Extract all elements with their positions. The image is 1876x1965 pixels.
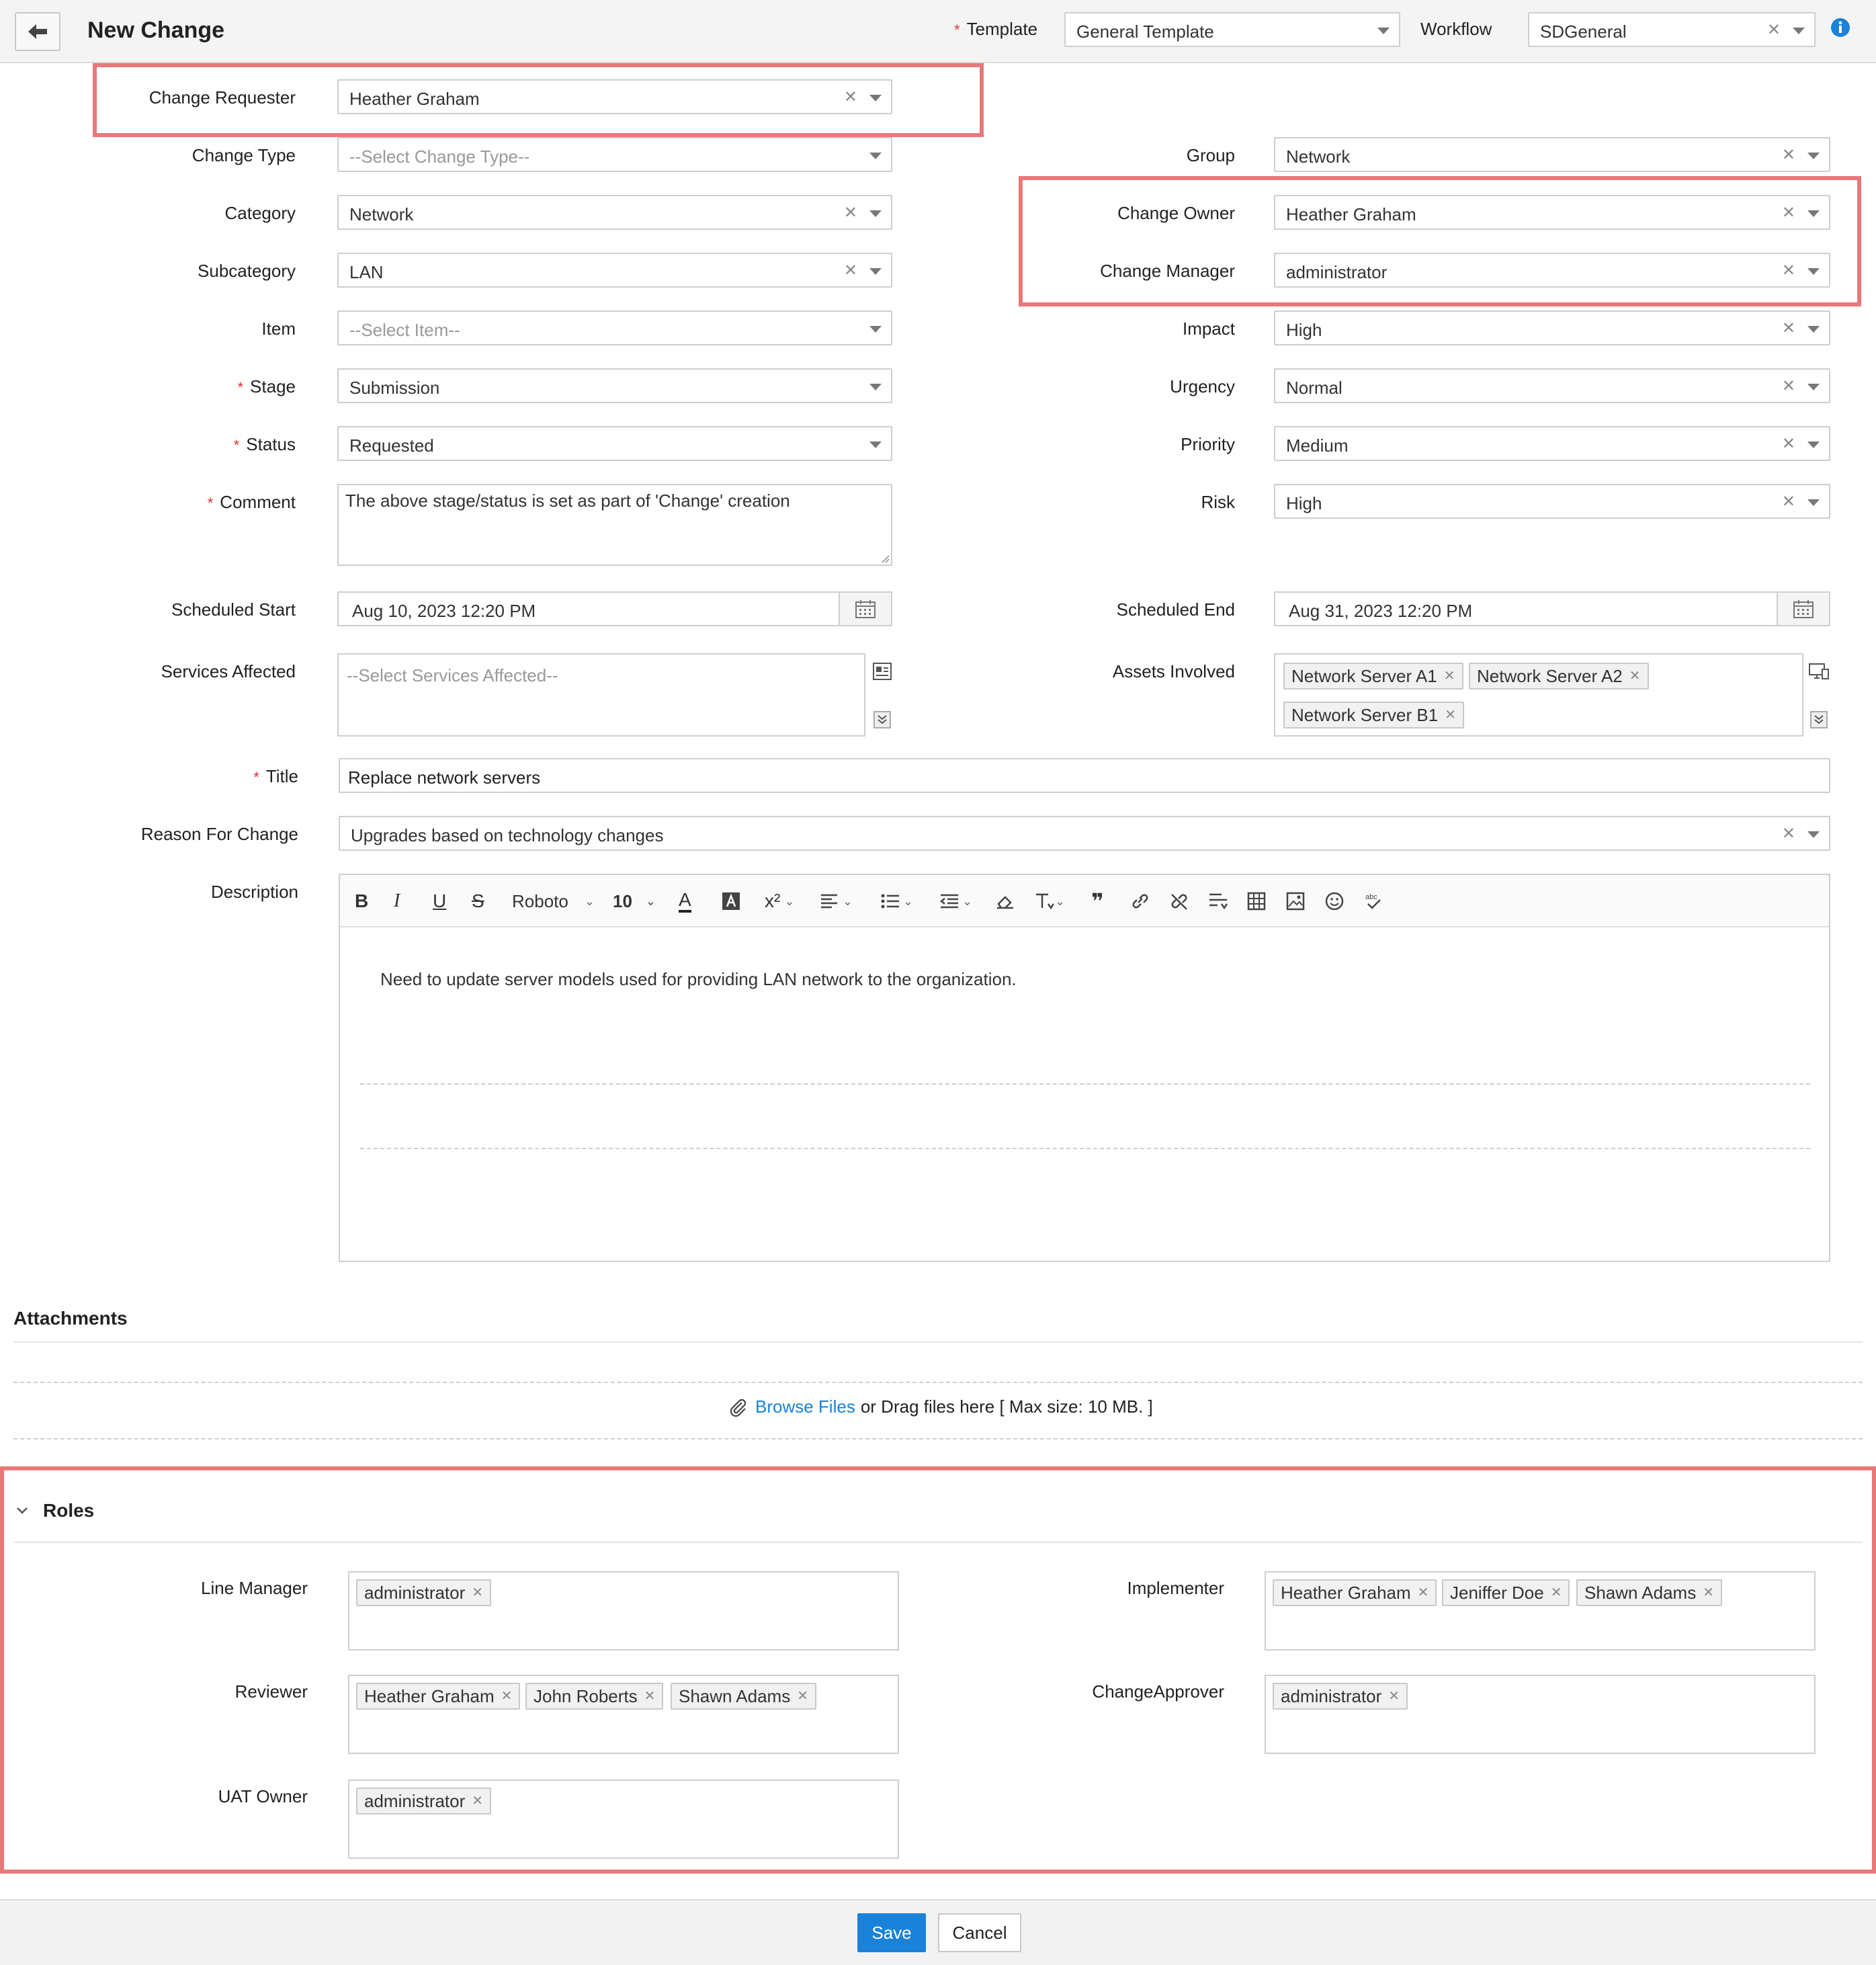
clear-icon[interactable]: ✕ — [843, 204, 857, 222]
chevron-down-icon — [869, 210, 882, 217]
implementer-label: Implementer — [1127, 1578, 1224, 1598]
chevron-down-icon — [1807, 442, 1820, 448]
required-asterisk: * — [237, 379, 244, 396]
scheduled-end-input[interactable]: Aug 31, 2023 12:20 PM — [1274, 591, 1830, 626]
attachments-title: Attachments — [13, 1308, 128, 1329]
file-dropzone[interactable] — [728, 1396, 1153, 1417]
calendar-icon[interactable] — [1777, 593, 1829, 625]
services-affected-input[interactable]: --Select Services Affected-- — [337, 653, 865, 737]
reason-select[interactable]: Upgrades based on technology changes ✕ — [339, 816, 1830, 851]
reason-label: Reason For Change — [140, 824, 298, 844]
asset-tag: Network Server B1 ✕ — [1283, 702, 1464, 728]
change-requester-label: Change Requester — [148, 87, 296, 108]
role-tag: administrator ✕ — [356, 1788, 491, 1814]
scheduled-end-label: Scheduled End — [1116, 599, 1235, 620]
change-approver-label: ChangeApprover — [1092, 1681, 1224, 1702]
spellcheck-icon[interactable] — [1364, 890, 1384, 913]
chevron-down-icon — [1377, 28, 1390, 34]
highlight-box-roles — [0, 1466, 1876, 1874]
chevron-down-icon — [1793, 28, 1805, 34]
emoji-icon[interactable] — [1325, 890, 1344, 913]
subcategory-label: Subcategory — [198, 261, 296, 281]
calendar-icon[interactable] — [839, 593, 891, 625]
role-tag: Shawn Adams ✕ — [671, 1683, 816, 1710]
arrow-left-icon — [28, 24, 47, 39]
highlight-box-owner-manager — [1019, 176, 1861, 306]
change-type-label: Change Type — [191, 145, 296, 165]
font-size-select[interactable]: 10 ⌄ — [613, 890, 656, 911]
clear-icon[interactable]: ✕ — [843, 88, 857, 106]
superscript-icon[interactable]: x² ⌄ — [765, 890, 795, 911]
align-icon[interactable]: ⌄ — [820, 890, 853, 913]
svg-text:abc: abc — [1365, 893, 1377, 901]
font-family-select[interactable]: Roboto ⌄ — [512, 890, 595, 911]
change-manager-select[interactable]: administrator ✕ — [1274, 253, 1830, 288]
item-select[interactable]: --Select Item-- — [337, 310, 892, 345]
stage-select[interactable]: Submission — [337, 368, 892, 403]
clear-icon[interactable]: ✕ — [843, 261, 857, 280]
change-requester-select[interactable]: Heather Graham ✕ — [337, 79, 892, 114]
asset-tag: Network Server A2 ✕ — [1469, 663, 1649, 689]
remove-tag-icon[interactable]: ✕ — [644, 1689, 656, 1704]
chevron-down-icon — [1807, 153, 1820, 159]
remove-tag-icon[interactable]: ✕ — [1417, 1585, 1429, 1600]
required-asterisk: * — [207, 495, 214, 511]
risk-label: Risk — [1201, 492, 1235, 512]
remove-tag-icon[interactable]: ✕ — [472, 1794, 484, 1808]
remove-tag-icon[interactable]: ✕ — [1388, 1689, 1400, 1704]
group-label: Group — [1186, 145, 1235, 165]
underline-icon[interactable]: U — [433, 890, 447, 911]
clear-icon[interactable]: ✕ — [1781, 146, 1795, 164]
impact-label: Impact — [1182, 319, 1235, 339]
highlight-color-icon[interactable] — [722, 890, 740, 913]
highlight-box-requester — [93, 63, 984, 137]
description-label: Description — [210, 882, 298, 902]
category-label: Category — [224, 203, 296, 223]
page-header — [0, 0, 1876, 63]
workflow-label: Workflow — [1420, 19, 1492, 39]
change-owner-label: Change Owner — [1117, 203, 1235, 223]
item-label: Item — [261, 319, 296, 339]
bold-icon[interactable]: B — [355, 890, 369, 911]
clear-icon[interactable]: ✕ — [1781, 493, 1795, 511]
chevron-down-icon — [869, 268, 882, 275]
remove-tag-icon[interactable]: ✕ — [1443, 669, 1455, 683]
indent-icon[interactable]: ⌄ — [939, 890, 972, 913]
expand-down-icon[interactable] — [872, 710, 892, 730]
chevron-down-icon — [1807, 499, 1820, 506]
change-manager-label: Change Manager — [1100, 261, 1235, 281]
risk-select[interactable]: High ✕ — [1274, 484, 1830, 519]
chevron-down-icon — [869, 442, 882, 448]
clear-icon[interactable]: ✕ — [1781, 377, 1795, 395]
title-input[interactable]: Replace network servers — [339, 758, 1830, 793]
clear-icon[interactable]: ✕ — [1781, 435, 1795, 453]
template-label: * Template — [954, 19, 1038, 39]
subcategory-select[interactable]: LAN ✕ — [337, 253, 892, 288]
workflow-select[interactable]: SDGeneral ✕ — [1528, 12, 1816, 47]
table-icon[interactable] — [1247, 890, 1266, 913]
remove-tag-icon[interactable]: ✕ — [797, 1689, 808, 1704]
divider — [360, 1148, 1810, 1149]
impact-select[interactable]: High ✕ — [1274, 310, 1830, 345]
remove-tag-icon[interactable]: ✕ — [1550, 1585, 1562, 1600]
group-select[interactable]: Network ✕ — [1274, 137, 1830, 172]
role-tag: administrator ✕ — [356, 1579, 491, 1606]
stage-label: * Stage — [237, 376, 296, 396]
eraser-icon[interactable] — [996, 890, 1016, 913]
clear-icon[interactable]: ✕ — [1781, 825, 1795, 843]
chevron-down-icon — [1807, 384, 1820, 390]
title-label: * Title — [253, 766, 298, 786]
assets-involved-label: Assets Involved — [1112, 661, 1235, 681]
comment-label: * Comment — [207, 492, 296, 512]
italic-icon[interactable]: I — [394, 890, 400, 911]
role-tag: Shawn Adams ✕ — [1576, 1579, 1722, 1606]
chevron-down-icon — [1807, 831, 1820, 838]
scheduled-start-label: Scheduled Start — [171, 599, 296, 620]
role-tag: administrator ✕ — [1273, 1683, 1408, 1710]
remove-tag-icon[interactable]: ✕ — [1703, 1585, 1714, 1600]
chevron-down-icon — [869, 326, 882, 333]
required-asterisk: * — [253, 769, 259, 786]
clear-icon[interactable]: ✕ — [1766, 21, 1781, 39]
roles-title: Roles — [43, 1500, 95, 1521]
paperclip-icon — [728, 1397, 749, 1417]
link-icon[interactable] — [1130, 890, 1150, 913]
list-icon[interactable]: ⌄ — [880, 890, 913, 913]
expand-down-icon[interactable] — [1809, 710, 1829, 730]
editor-toolbar — [340, 875, 1829, 927]
line-height-icon[interactable]: ⌄ — [1033, 890, 1065, 913]
back-button[interactable] — [15, 12, 60, 51]
clear-icon[interactable]: ✕ — [1781, 319, 1795, 337]
services-affected-label: Services Affected — [161, 661, 296, 681]
status-label: * Status — [233, 434, 296, 454]
assets-involved-input[interactable] — [1274, 653, 1803, 737]
template-select[interactable]: General Template — [1064, 12, 1400, 47]
status-select[interactable]: Requested — [337, 426, 892, 461]
scheduled-start-input[interactable]: Aug 10, 2023 12:20 PM — [337, 591, 892, 626]
drag-text: or Drag files here [ Max size: 10 MB. ] — [860, 1396, 1153, 1417]
chevron-down-icon — [869, 384, 882, 390]
chevron-down-icon — [869, 153, 882, 159]
image-icon[interactable] — [1286, 890, 1305, 913]
divider — [360, 1083, 1810, 1085]
cancel-button[interactable]: Cancel — [938, 1913, 1021, 1952]
role-tag: Heather Graham ✕ — [356, 1683, 520, 1710]
save-button[interactable]: Save — [857, 1913, 926, 1952]
text-direction-icon[interactable] — [1208, 890, 1228, 913]
urgency-label: Urgency — [1170, 376, 1235, 396]
divider — [13, 1341, 1863, 1343]
clear-icon[interactable]: ✕ — [1781, 204, 1795, 222]
role-tag: John Roberts ✕ — [525, 1683, 663, 1710]
category-select[interactable]: Network ✕ — [337, 195, 892, 230]
uat-owner-label: UAT Owner — [218, 1786, 308, 1806]
priority-label: Priority — [1181, 434, 1235, 454]
services-list-icon[interactable] — [872, 661, 892, 681]
page-title: New Change — [87, 17, 225, 43]
remove-tag-icon[interactable]: ✕ — [501, 1689, 513, 1704]
strikethrough-icon[interactable]: S — [472, 890, 484, 911]
required-asterisk: * — [233, 437, 240, 454]
change-type-select[interactable]: --Select Change Type-- — [337, 137, 892, 172]
required-asterisk: * — [954, 22, 960, 38]
role-tag: Heather Graham ✕ — [1273, 1579, 1437, 1606]
clear-icon[interactable]: ✕ — [1781, 261, 1795, 280]
asset-tag: Network Server A1 ✕ — [1283, 663, 1463, 689]
editor-content: Need to update server models used for providing LAN network to the organization. — [380, 969, 1017, 989]
chevron-down-icon: ⌄ — [584, 894, 595, 908]
remove-tag-icon[interactable]: ✕ — [1445, 708, 1456, 722]
comment-textarea[interactable]: The above stage/status is set as part of 'Change' creation — [337, 484, 892, 566]
urgency-select[interactable]: Normal ✕ — [1274, 368, 1830, 403]
chevron-down-icon — [1807, 326, 1820, 333]
unlink-icon[interactable] — [1169, 890, 1189, 913]
dropzone-bottom-border — [13, 1438, 1863, 1439]
dropzone-top-border — [13, 1382, 1863, 1383]
chevron-down-icon: ⌄ — [645, 894, 656, 908]
description-editor[interactable] — [339, 874, 1830, 1262]
font-color-icon[interactable]: A — [679, 890, 691, 913]
browse-files-link[interactable]: Browse Files — [755, 1396, 855, 1417]
remove-tag-icon[interactable]: ✕ — [1629, 669, 1641, 683]
resize-handle-icon[interactable] — [879, 552, 890, 563]
role-tag: Jeniffer Doe ✕ — [1442, 1579, 1570, 1606]
reviewer-label: Reviewer — [234, 1681, 308, 1702]
asset-monitor-icon[interactable] — [1809, 661, 1829, 681]
change-owner-select[interactable]: Heather Graham ✕ — [1274, 195, 1830, 230]
remove-tag-icon[interactable]: ✕ — [472, 1585, 484, 1600]
info-icon[interactable] — [1830, 17, 1850, 38]
line-manager-label: Line Manager — [201, 1578, 308, 1598]
priority-select[interactable]: Medium ✕ — [1274, 426, 1830, 461]
quote-icon[interactable]: ❞ — [1091, 889, 1104, 913]
